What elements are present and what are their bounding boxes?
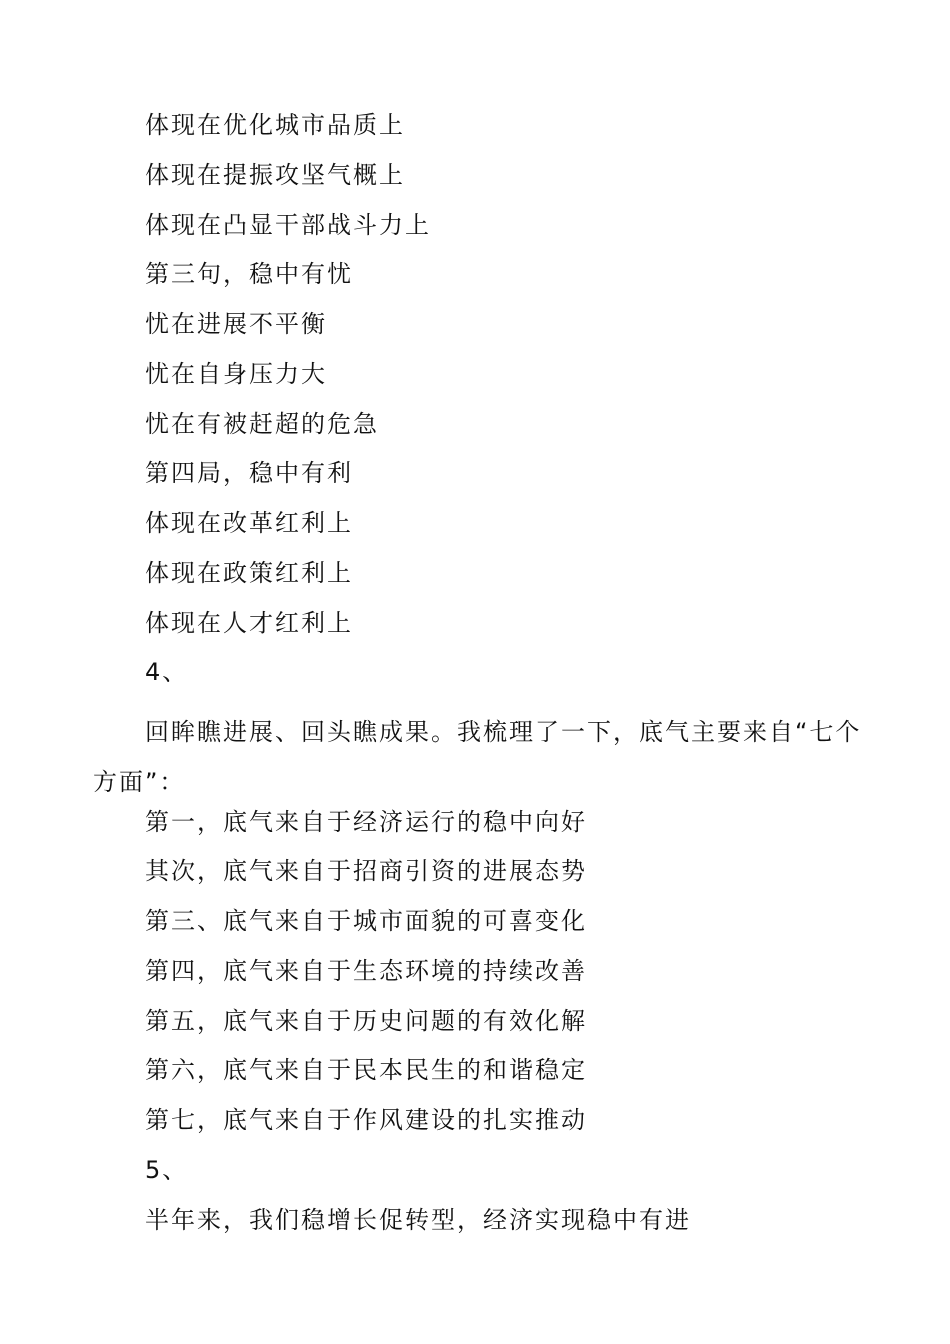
section-number: 5、 xyxy=(145,1156,189,1184)
text-line: 体现在人才红利上 xyxy=(145,609,353,637)
text-line: 体现在优化城市品质上 xyxy=(145,111,405,139)
text-line: 第一，底气来自于经济运行的稳中向好 xyxy=(145,808,587,836)
section-number: 4、 xyxy=(145,658,189,686)
text-line: 第七，底气来自于作风建设的扎实推动 xyxy=(145,1106,587,1134)
text-line: 半年来，我们稳增长促转型，经济实现稳中有进 xyxy=(145,1206,691,1234)
text-line: 体现在凸显干部战斗力上 xyxy=(145,211,431,239)
text-line: 第四局，稳中有利 xyxy=(145,459,353,487)
text-line: 体现在提振攻坚气概上 xyxy=(145,161,405,189)
text-line: 体现在政策红利上 xyxy=(145,559,353,587)
intro-paragraph: 回眸瞧进展、回头瞧成果。我梳理了一下，底气主要来自“七个方面”： xyxy=(93,718,862,796)
text-line: 第三、底气来自于城市面貌的可喜变化 xyxy=(145,907,587,935)
text-line: 第三句，稳中有忧 xyxy=(145,260,353,288)
text-line: 第六，底气来自于民本民生的和谐稳定 xyxy=(145,1056,587,1084)
text-line: 忧在有被赶超的危急 xyxy=(145,410,379,438)
text-line: 第四，底气来自于生态环境的持续改善 xyxy=(145,957,587,985)
text-line: 其次，底气来自于招商引资的进展态势 xyxy=(145,857,587,885)
text-line: 忧在进展不平衡 xyxy=(145,310,327,338)
text-line: 第五，底气来自于历史问题的有效化解 xyxy=(145,1007,587,1035)
text-line: 忧在自身压力大 xyxy=(145,360,327,388)
text-line: 体现在改革红利上 xyxy=(145,509,353,537)
